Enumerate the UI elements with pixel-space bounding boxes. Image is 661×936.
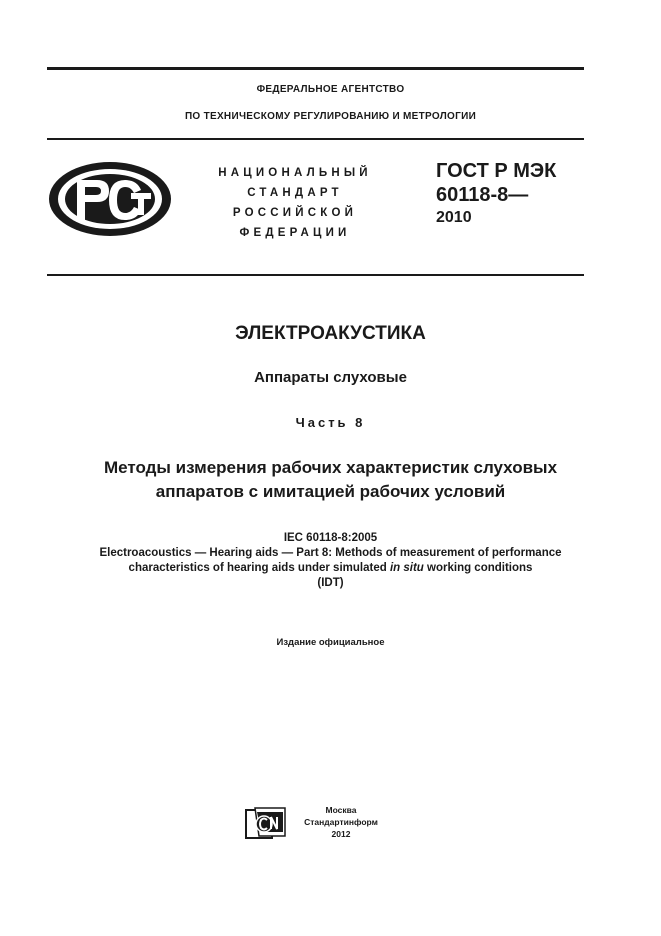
header-rule bbox=[47, 138, 584, 140]
designation-line-1: ГОСТ Р МЭК bbox=[436, 160, 557, 182]
standard-label-2: СТАНДАРТ bbox=[247, 187, 343, 199]
standard-label-3: РОССИЙСКОЙ bbox=[232, 207, 358, 219]
iec-title-line-2 bbox=[0, 561, 661, 576]
publisher-name: Стандартинформ bbox=[304, 817, 378, 827]
part-label: Часть 8 bbox=[295, 415, 366, 430]
iec-title-line-1: Electroacoustics — Hearing aids — Part 8: Methods of measurement of performance bbox=[99, 547, 562, 559]
designation-line-2: 60118-8— bbox=[436, 184, 529, 206]
agency-line-1: ФЕДЕРАЛЬНОЕ АГЕНТСТВО bbox=[256, 84, 405, 95]
iec-idt: (IDT) bbox=[317, 577, 344, 589]
designation-year: 2010 bbox=[436, 209, 472, 226]
logo-rule bbox=[47, 274, 584, 276]
publisher-logo-icon bbox=[245, 806, 287, 840]
document-title-line-1: Методы измерения рабочих характеристик слуховых bbox=[103, 458, 558, 477]
agency-line-2: ПО ТЕХНИЧЕСКОМУ РЕГУЛИРОВАНИЮ И МЕТРОЛОГИИ bbox=[184, 111, 477, 122]
edition-label: Издание официальное bbox=[276, 637, 385, 648]
iec-code: IEC 60118-8:2005 bbox=[283, 532, 378, 544]
iec-title-line-2-end: working conditions bbox=[427, 562, 533, 574]
document-title-line-2: аппаратов с имитацией рабочих условий bbox=[155, 482, 506, 501]
gost-logo-icon bbox=[47, 160, 173, 238]
standard-label-1: НАЦИОНАЛЬНЫЙ bbox=[218, 167, 372, 179]
publisher-year: 2012 bbox=[331, 829, 351, 839]
iec-title-line-2-start: characteristics of hearing aids under simulated bbox=[128, 562, 387, 574]
subtitle: Аппараты слуховые bbox=[254, 369, 407, 386]
main-title: ЭЛЕКТРОАКУСТИКА bbox=[235, 323, 426, 344]
top-rule bbox=[47, 67, 584, 70]
publisher-city: Москва bbox=[325, 805, 357, 815]
iec-title-in-situ: in situ bbox=[389, 562, 424, 574]
standard-label-4: ФЕДЕРАЦИИ bbox=[239, 227, 351, 239]
